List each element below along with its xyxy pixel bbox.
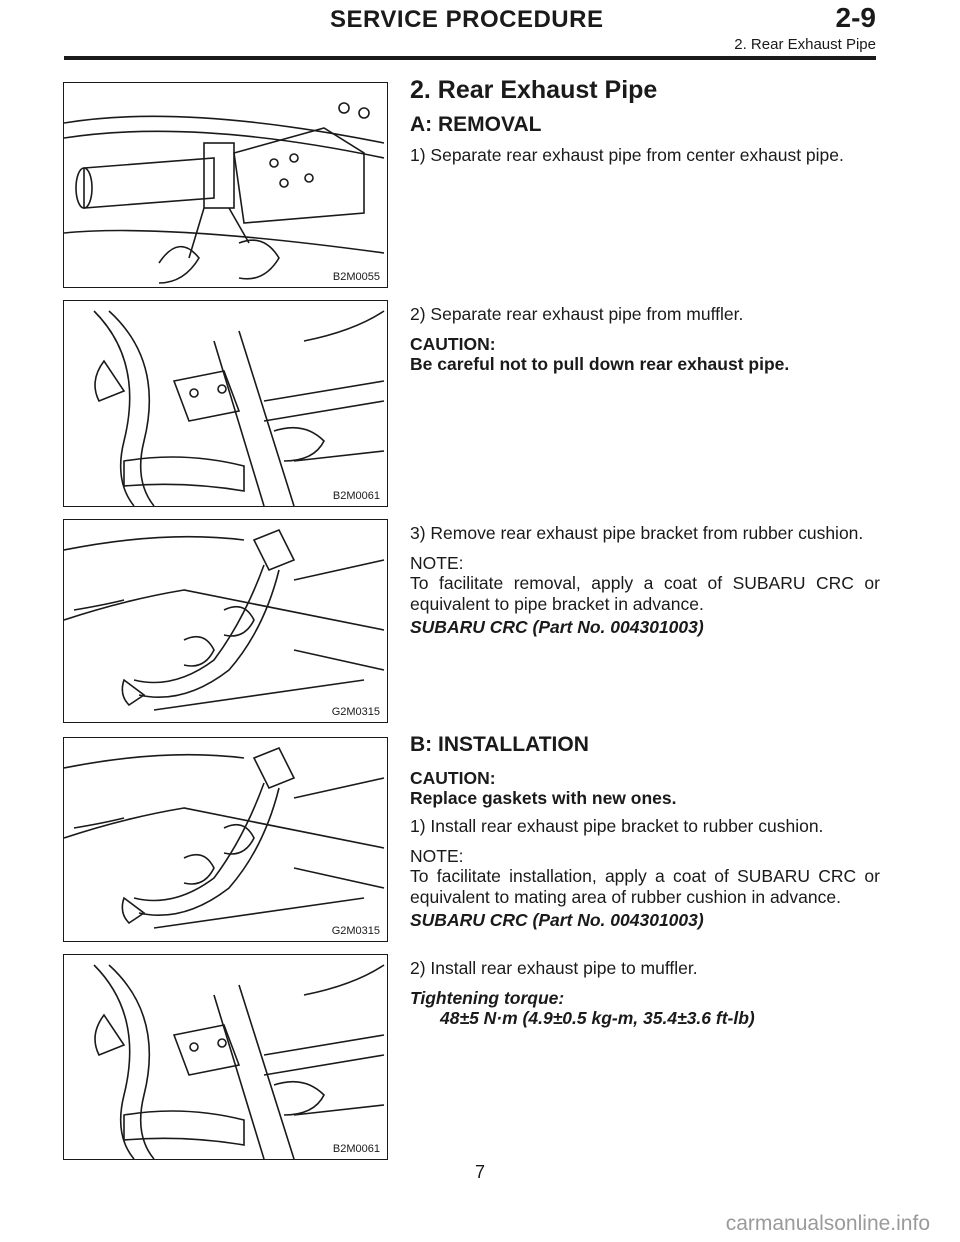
page-header xyxy=(0,0,960,70)
note-text: To facilitate removal, apply a coat of SUBARU CRC or equivalent to pipe bracket in advance. xyxy=(410,573,880,614)
removal-step-2: 2) Separate rear exhaust pipe from muffler. xyxy=(410,304,744,324)
illustration-muffler-joint xyxy=(64,301,387,506)
installation-title: B: INSTALLATION xyxy=(410,733,589,756)
header-subtitle: 2. Rear Exhaust Pipe xyxy=(734,36,876,53)
part-number: SUBARU CRC (Part No. 004301003) xyxy=(410,910,704,930)
header-rule xyxy=(64,56,876,60)
section-title: SERVICE PROCEDURE xyxy=(330,6,604,33)
note-label: NOTE: xyxy=(410,846,464,866)
page-number: 7 xyxy=(474,1162,485,1182)
illustration-pipe-joint xyxy=(64,83,387,287)
caution-text: Replace gaskets with new ones. xyxy=(410,788,677,808)
figure-id: B2M0055 xyxy=(332,271,380,283)
torque-label: Tightening torque: xyxy=(410,988,565,1008)
illustration-muffler-joint xyxy=(64,955,387,1159)
note-label: NOTE: xyxy=(410,553,464,573)
figure-id: B2M0061 xyxy=(332,490,380,502)
figure-id: B2M0061 xyxy=(332,1143,380,1155)
removal-step-3: 3) Remove rear exhaust pipe bracket from rubber cushion. xyxy=(410,523,864,543)
part-number: SUBARU CRC (Part No. 004301003) xyxy=(410,617,704,637)
figure-installation-bracket xyxy=(63,737,388,942)
installation-step-1: 1) Install rear exhaust pipe bracket to rubber cushion. xyxy=(410,816,824,836)
figure-installation-muffler xyxy=(63,954,388,1160)
figure-removal-bracket xyxy=(63,519,388,723)
note-text: To facilitate installation, apply a coat of SUBARU CRC or equivalent to mating area of rubber cushion in advance. xyxy=(410,866,880,907)
chapter-number: 2-9 xyxy=(835,2,876,33)
installation-step-2: 2) Install rear exhaust pipe to muffler. xyxy=(410,958,698,978)
figure-id: G2M0315 xyxy=(331,706,380,718)
caution-label: CAUTION: xyxy=(410,768,496,788)
illustration-pipe-bracket xyxy=(64,520,387,722)
figure-id: G2M0315 xyxy=(331,925,380,937)
watermark: carmanualsonline.info xyxy=(725,1212,930,1235)
illustration-pipe-bracket xyxy=(64,738,387,941)
removal-step-1: 1) Separate rear exhaust pipe from center exhaust pipe. xyxy=(410,145,844,165)
figure-removal-muffler xyxy=(63,300,388,507)
caution-text: Be careful not to pull down rear exhaust pipe. xyxy=(410,354,790,374)
removal-title: A: REMOVAL xyxy=(410,113,542,136)
page-heading: 2. Rear Exhaust Pipe xyxy=(410,76,658,104)
figure-removal-center-pipe xyxy=(63,82,388,288)
caution-label: CAUTION: xyxy=(410,334,496,354)
torque-value: 48±5 N·m (4.9±0.5 kg-m, 35.4±3.6 ft-lb) xyxy=(440,1008,755,1028)
